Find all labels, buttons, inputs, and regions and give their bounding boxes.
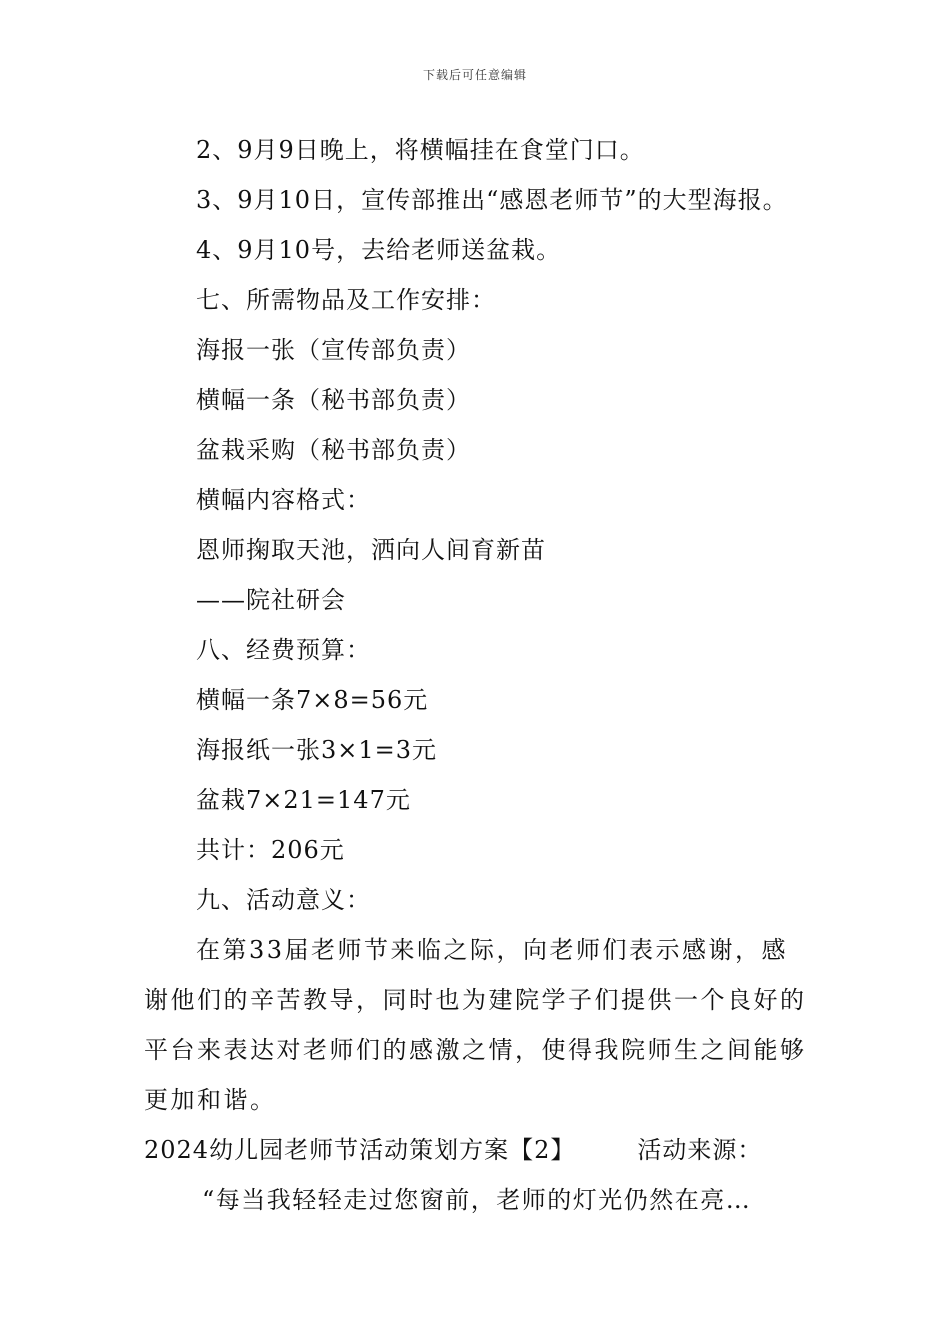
section-heading-items: 七、所需物品及工作安排：: [196, 286, 496, 314]
list-item: 3、9月10日，宣传部推出“感恩老师节”的大型海报。: [196, 186, 788, 214]
quote-line: “每当我轻轻走过您窗前，老师的灯光仍然在亮…: [202, 1186, 752, 1214]
list-item: 2、9月9日晚上，将横幅挂在食堂门口。: [196, 136, 645, 164]
download-note: 下载后可任意编辑: [422, 68, 527, 82]
section-heading-budget: 八、经费预算：: [196, 636, 371, 664]
section-heading-significance: 九、活动意义：: [196, 886, 371, 914]
list-item: 横幅一条（秘书部负责）: [196, 386, 471, 414]
list-item: 海报一张（宣传部负责）: [196, 336, 471, 364]
next-plan-title-row: [144, 1125, 814, 1175]
list-item: 4、9月10号，去给老师送盆栽。: [196, 236, 562, 264]
activity-source-label: 活动来源：: [637, 1136, 763, 1164]
list-item: 盆栽采购（秘书部负责）: [196, 436, 471, 464]
document-body: [144, 125, 814, 1225]
banner-text: 恩师掬取天池，洒向人间育新苗: [196, 536, 546, 564]
budget-item: 海报纸一张3×1=3元: [196, 736, 438, 764]
banner-signature: ——院社研会: [196, 586, 346, 614]
budget-item: 横幅一条7×8=56元: [196, 686, 429, 714]
significance-paragraph: 在第33届老师节来临之际，向老师们表示感谢，感谢他们的辛苦教导，同时也为建院学子们提供一个良好的平台来表达对老师们的感激之情，使得我院师生之间能够更加和谐。: [144, 936, 807, 1114]
next-plan-title: 2024幼儿园老师节活动策划方案【2】: [144, 1136, 576, 1164]
budget-item: 盆栽7×21=147元: [196, 786, 411, 814]
budget-total: 共计：206元: [196, 836, 345, 864]
banner-format-heading: 横幅内容格式：: [196, 486, 371, 514]
